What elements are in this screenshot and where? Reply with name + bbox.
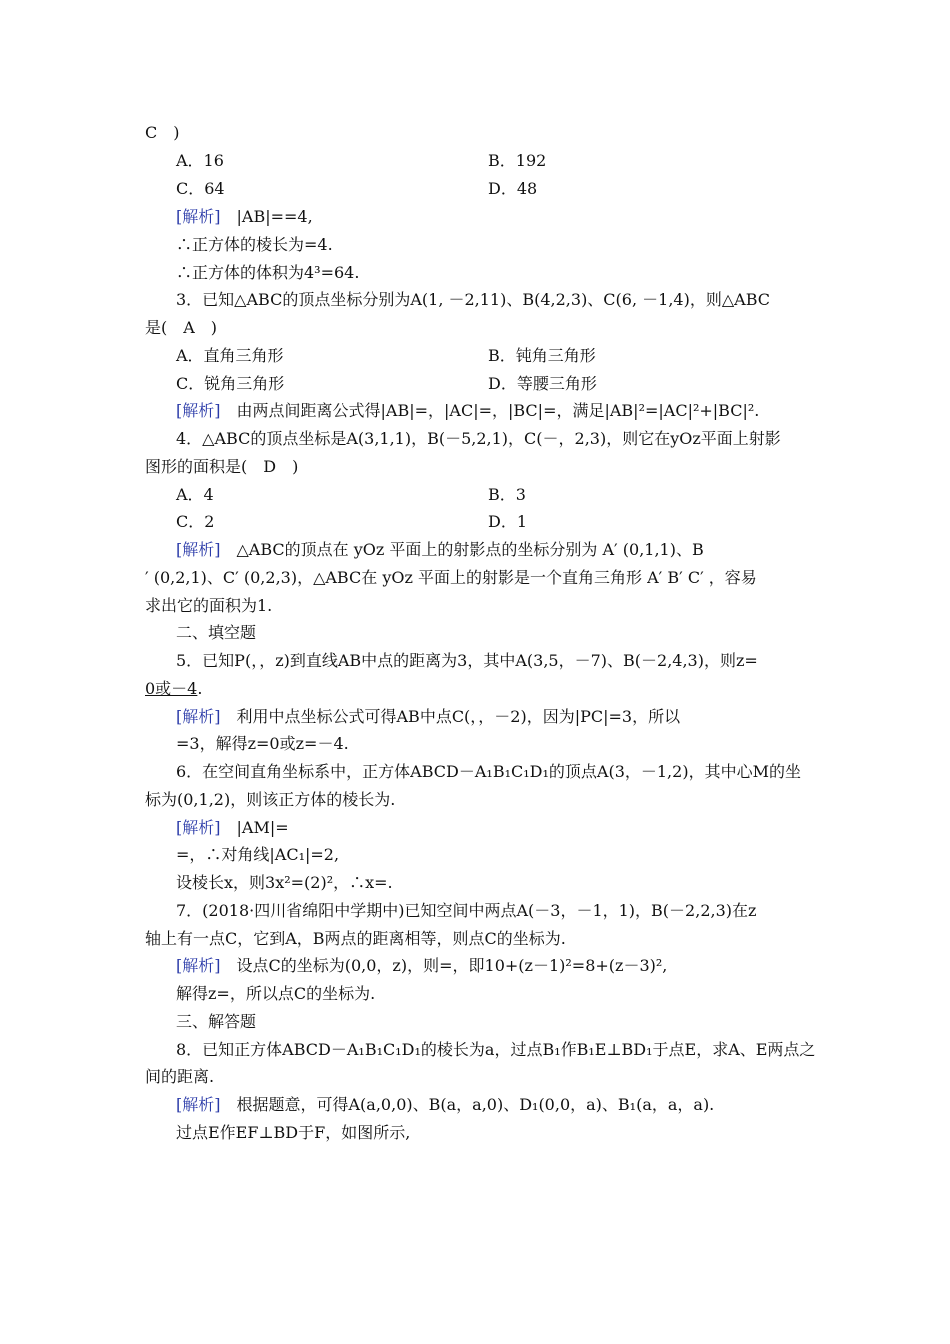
- q8-stem-line-1: 8．已知正方体ABCD－A₁B₁C₁D₁的棱长为a，过点B₁作B₁E⊥BD₁于点E，求A、E两点之: [176, 1040, 816, 1059]
- q3-option-c: C．锐角三角形: [176, 374, 285, 393]
- q4-solution-line-3: 求出它的面积为1.: [145, 596, 273, 615]
- q7-stem-line-1: 7．(2018·四川省绵阳中学期中)已知空间中两点A(－3，－1，1)，B(－2,2,3)在z: [176, 901, 757, 920]
- q4-option-a: A．4: [176, 485, 214, 504]
- q7-solution-line-1: [176, 956, 667, 976]
- q6-stem-line-2: 标为(0,1,2)，则该正方体的棱长为.: [145, 790, 396, 809]
- q4-solution-line-1: [176, 540, 704, 560]
- q8-solution-line-2: 过点E作EF⊥BD于F，如图所示,: [176, 1123, 411, 1142]
- q5-stem-line-2: [145, 679, 202, 699]
- analysis-label: [解析]: [176, 818, 221, 837]
- q4-solution-line-2: ′ (0,2,1)、C′ (0,2,3)，△ABC在 yOz 平面上的射影是一个直角三角形 A′ B′ C′ ，容易: [145, 568, 757, 587]
- q2-option-c: C．64: [176, 179, 225, 198]
- q5-stem-end: .: [197, 679, 203, 698]
- section-heading-fill-in: 二、填空题: [176, 623, 257, 642]
- q8-solution-text: 根据题意，可得A(a,0,0)、B(a，a,0)、D₁(0,0，a)、B₁(a，a，a).: [220, 1095, 715, 1114]
- q2-solution-line-3: ∴正方体的体积为4³=64.: [176, 263, 360, 282]
- q6-solution-line-3: 设棱长x，则3x²=(2)²，∴x=.: [176, 873, 393, 892]
- q2-option-d: D．48: [488, 179, 538, 198]
- q2-option-a: A．16: [176, 151, 224, 170]
- section-heading-solve: 三、解答题: [176, 1012, 257, 1031]
- q6-solution-line-1: [176, 818, 289, 838]
- q2-solution-text: |AB|==4,: [220, 207, 313, 226]
- q7-stem-line-2: 轴上有一点C，它到A，B两点的距离相等，则点C的坐标为.: [145, 929, 566, 948]
- q5-answer: 0或－4: [145, 679, 198, 698]
- q3-stem-line-1: 3．已知△ABC的顶点坐标分别为A(1, －2,11)、B(4,2,3)、C(6, －1,4)，则△ABC: [176, 290, 770, 309]
- analysis-label: [解析]: [176, 540, 221, 559]
- q2-solution-line-1: [176, 207, 313, 227]
- q6-solution-text: |AM|=: [220, 818, 289, 837]
- q6-solution-line-2: =，∴对角线|AC₁|=2,: [176, 845, 340, 864]
- q4-stem-line-2: 图形的面积是( D ): [145, 457, 299, 476]
- q2-answer-continuation: C ): [145, 123, 180, 142]
- q4-stem-line-1: 4．△ABC的顶点坐标是A(3,1,1)，B(－5,2,1)，C(－，2,3)，则它在yOz平面上射影: [176, 429, 781, 448]
- q3-solution-line-1: [176, 401, 759, 421]
- q5-solution-line-2: =3，解得z=0或z=－4.: [176, 734, 349, 753]
- q8-stem-line-2: 间的距离.: [145, 1067, 215, 1086]
- q3-solution-text: 由两点间距离公式得|AB|=，|AC|=，|BC|=，满足|AB|²=|AC|²+|BC|².: [220, 401, 760, 420]
- analysis-label: [解析]: [176, 1095, 221, 1114]
- analysis-label: [解析]: [176, 956, 221, 975]
- q2-solution-line-2: ∴正方体的棱长为=4.: [176, 235, 333, 254]
- q8-solution-line-1: [176, 1095, 714, 1115]
- analysis-label: [解析]: [176, 207, 221, 226]
- q2-option-b: B．192: [488, 151, 547, 170]
- q5-stem-line-1: 5．已知P(，，z)到直线AB中点的距离为3，其中A(3,5，－7)、B(－2,4,3)，则z=: [176, 651, 758, 670]
- q5-solution-text: 利用中点坐标公式可得AB中点C(，，－2)，因为|PC|=3，所以: [220, 707, 681, 726]
- q3-option-b: B．钝角三角形: [488, 346, 596, 365]
- q4-option-c: C．2: [176, 512, 215, 531]
- q7-solution-line-2: 解得z=，所以点C的坐标为.: [176, 984, 376, 1003]
- q3-option-a: A．直角三角形: [176, 346, 284, 365]
- q3-option-d: D．等腰三角形: [488, 374, 597, 393]
- analysis-label: [解析]: [176, 707, 221, 726]
- analysis-label: [解析]: [176, 401, 221, 420]
- q4-solution-text: △ABC的顶点在 yOz 平面上的射影点的坐标分别为 A′ (0,1,1)、B: [220, 540, 704, 559]
- q4-option-d: D．1: [488, 512, 528, 531]
- q6-stem-line-1: 6．在空间直角坐标系中，正方体ABCD－A₁B₁C₁D₁的顶点A(3，－1,2)，其中心M的坐: [176, 762, 801, 781]
- q5-solution-line-1: [176, 707, 680, 727]
- q3-stem-line-2: 是( A ): [145, 318, 218, 337]
- q4-option-b: B．3: [488, 485, 526, 504]
- q7-solution-text: 设点C的坐标为(0,0，z)，则=，即10+(z－1)²=8+(z－3)²,: [220, 956, 668, 975]
